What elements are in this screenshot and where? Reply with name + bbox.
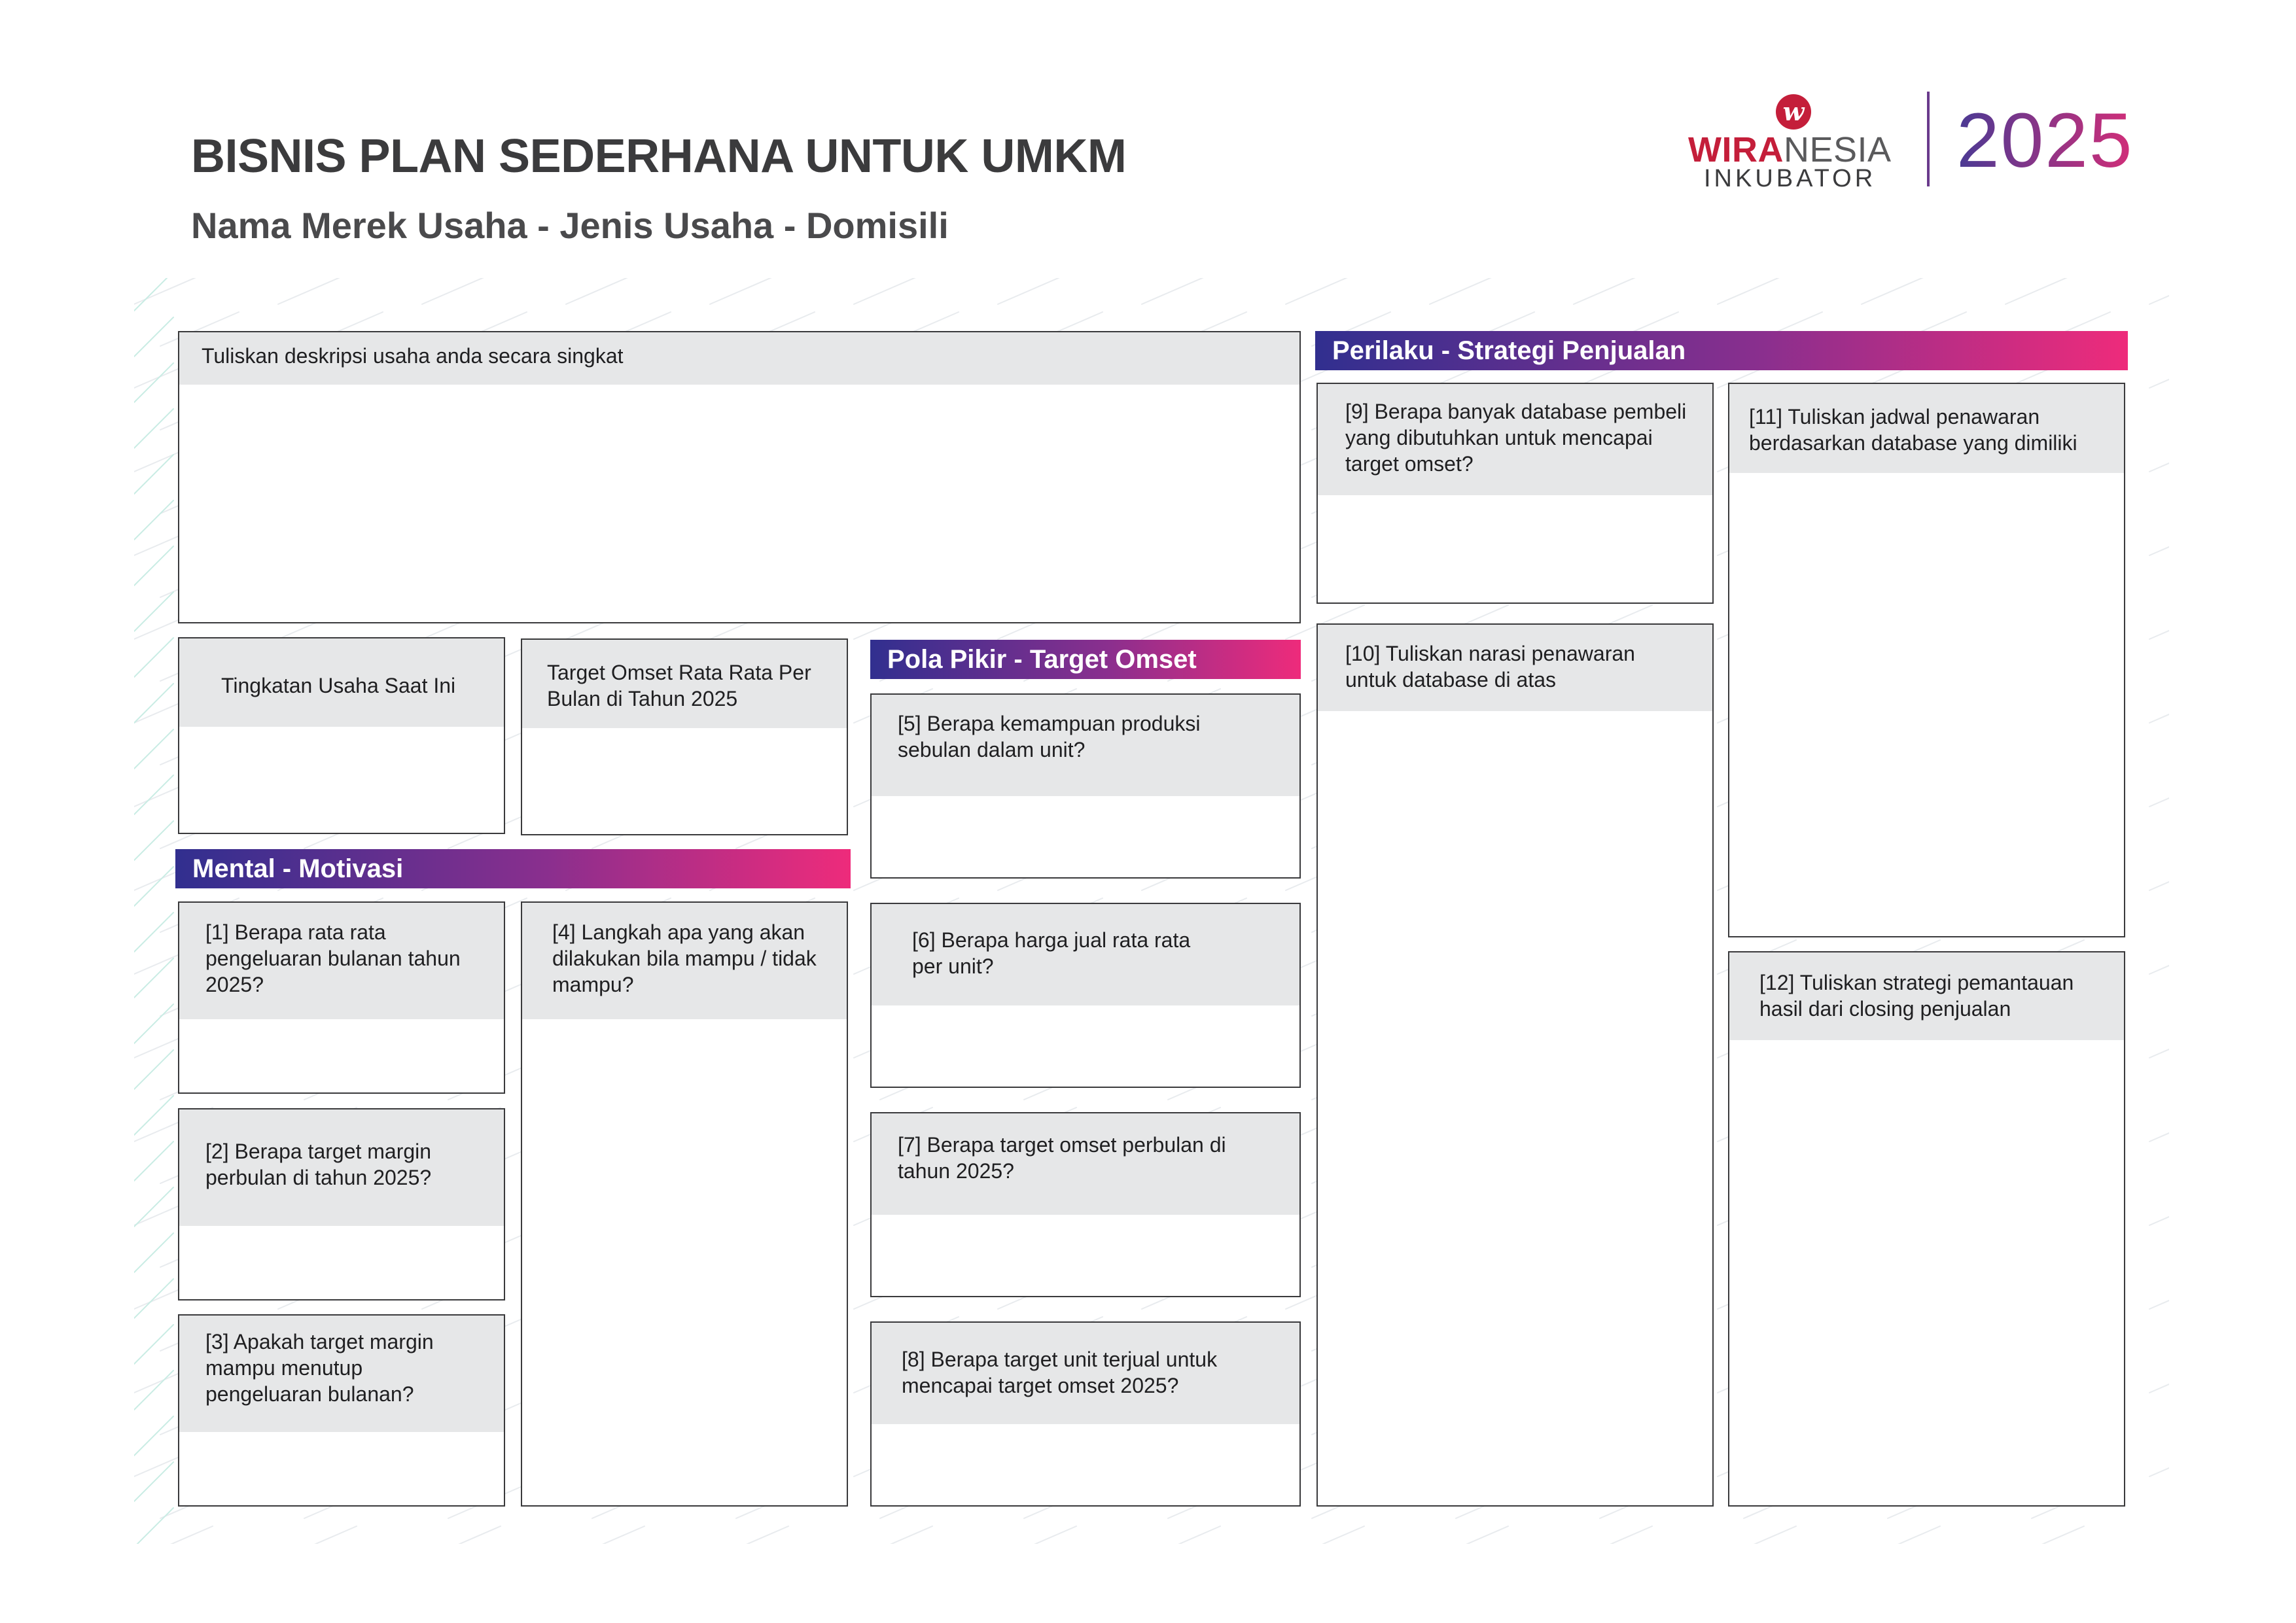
logo-divider xyxy=(1927,92,1930,186)
question-7-box[interactable] xyxy=(870,1112,1301,1297)
question-6-label: [6] Berapa harga jual rata rata per unit? xyxy=(872,904,1299,1005)
section-header-mental: Mental - Motivasi xyxy=(175,849,851,888)
question-10-label: [10] Tuliskan narasi penawaran untuk database di atas xyxy=(1318,625,1712,711)
monthly-omset-target-box[interactable] xyxy=(521,638,848,835)
section-header-perilaku: Perilaku - Strategi Penjualan xyxy=(1315,331,2128,370)
question-12-box[interactable] xyxy=(1728,951,2125,1507)
logo-subtitle: INKUBATOR xyxy=(1704,165,1877,192)
question-1-box[interactable] xyxy=(178,901,505,1094)
year-label: 2025 xyxy=(1956,92,2134,190)
business-level-label: Tingkatan Usaha Saat Ini xyxy=(179,638,504,727)
question-11-box[interactable] xyxy=(1728,383,2125,937)
business-level-box[interactable] xyxy=(178,637,505,834)
page-subtitle: Nama Merek Usaha - Jenis Usaha - Domisili xyxy=(191,205,949,246)
question-4-label: [4] Langkah apa yang akan dilakukan bila mampu / tidak mampu? xyxy=(522,903,847,1019)
question-10-box[interactable] xyxy=(1316,623,1714,1507)
question-1-label: [1] Berapa rata rata pengeluaran bulanan tahun 2025? xyxy=(179,903,504,1019)
question-6-box[interactable] xyxy=(870,903,1301,1088)
logo-wordmark xyxy=(1688,130,1892,170)
question-12-label: [12] Tuliskan strategi pemantauan hasil dari closing penjualan xyxy=(1729,952,2124,1040)
question-8-box[interactable] xyxy=(870,1321,1301,1507)
question-7-label: [7] Berapa target omset perbulan di tahun 2025? xyxy=(872,1113,1299,1215)
monthly-omset-target-label: Target Omset Rata Rata Per Bulan di Tahun 2025 xyxy=(522,640,847,728)
page-title: BISNIS PLAN SEDERHANA UNTUK UMKM xyxy=(191,130,1127,183)
description-box-label: Tuliskan deskripsi usaha anda secara singkat xyxy=(179,332,1299,385)
logo-mark-icon: w xyxy=(1776,94,1811,130)
question-8-label: [8] Berapa target unit terjual untuk mencapai target omset 2025? xyxy=(872,1323,1299,1424)
question-4-box[interactable] xyxy=(521,901,848,1507)
question-11-label: [11] Tuliskan jadwal penawaran berdasarkan database yang dimiliki xyxy=(1729,384,2124,473)
section-header-pola-pikir: Pola Pikir - Target Omset xyxy=(870,640,1301,679)
question-2-box[interactable] xyxy=(178,1108,505,1300)
question-9-box[interactable] xyxy=(1316,383,1714,604)
question-3-label: [3] Apakah target margin mampu menutup pengeluaran bulanan? xyxy=(179,1316,504,1432)
question-5-box[interactable] xyxy=(870,693,1301,879)
description-box[interactable] xyxy=(178,331,1301,623)
logo-brand-part1: WIRA xyxy=(1688,130,1784,169)
logo-brand-part2: NESIA xyxy=(1783,130,1892,169)
question-5-label: [5] Berapa kemampuan produksi sebulan dalam unit? xyxy=(872,695,1299,796)
question-3-box[interactable] xyxy=(178,1314,505,1507)
question-2-label: [2] Berapa target margin perbulan di tahun 2025? xyxy=(179,1109,504,1226)
question-9-label: [9] Berapa banyak database pembeli yang dibutuhkan untuk mencapai target omset? xyxy=(1318,384,1712,495)
